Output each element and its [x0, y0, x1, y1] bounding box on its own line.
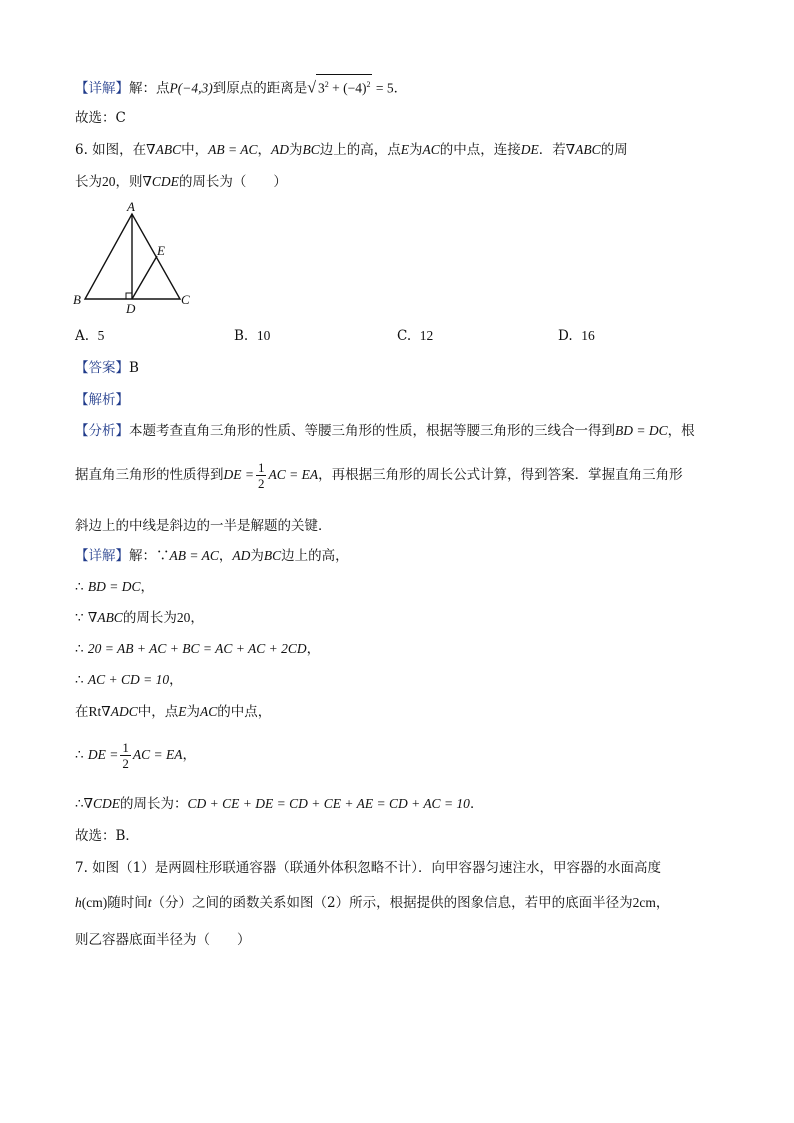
q7-line1: 7. 如图（1）是两圆柱形联通容器（联通外体积忽略不计）．向甲容器匀速注水，甲容器的水面高度	[75, 860, 662, 876]
triangle-figure	[70, 198, 200, 318]
answer-line: 【答案】B	[75, 360, 139, 376]
radicand: $3^2 + (-4)^2$	[316, 74, 372, 99]
q6-stem-line2: 长为20，则∇CDE的周长为（ ）	[75, 174, 287, 190]
option-a[interactable]: A. 5	[75, 328, 105, 344]
analysis-tag: 【解析】	[75, 392, 129, 408]
q7-line2: h(cm)随时间t（分）之间的函数关系如图（2）所示，根据提供的图象信息，若甲的底面半径为2cm，	[75, 895, 670, 911]
prev-detail-line: 【详解】解：点P(−4,3)到原点的距离是√ $3^2 + (-4)^2 = 5$．	[75, 74, 407, 99]
q7-line3: 则乙容器底面半径为（ ）	[75, 932, 251, 948]
detail-tag: 【详解】	[75, 80, 129, 97]
label-b: B	[73, 292, 81, 307]
detail-step1: 【详解】解：∵AB = AC，AD为BC边上的高，	[75, 548, 349, 564]
analysis-line2: 据直角三角形的性质得到DE = $\frac{1}{2}$ AC = EA，再根据三角形的周长公式计算，得到答案．掌握直角三角形	[75, 460, 683, 491]
option-b[interactable]: B. 10	[234, 328, 271, 344]
detail-step5: ∴ AC + CD = 10，	[75, 672, 183, 688]
detail-step4: ∴ 20 = AB + AC + BC = AC + AC + 2CD，	[75, 641, 321, 657]
label-c: C	[181, 292, 190, 307]
label-e: E	[157, 243, 165, 258]
option-c[interactable]: C. 12	[397, 328, 434, 344]
option-d[interactable]: D. 16	[558, 328, 595, 344]
q6-choose: 故选：B．	[75, 828, 139, 844]
detail-step7: ∴ DE = $\frac{1}{2}$ AC = EA，	[75, 740, 196, 771]
detail-step8: ∴∇CDE的周长为：CD + CE + DE = CD + CE + AE = CD + AC = 10．	[75, 796, 484, 812]
label-a: A	[127, 199, 135, 214]
prev-choose: 故选：C	[75, 110, 126, 126]
fraction-half-2: $\frac{1}{2}$	[122, 740, 129, 771]
fraction-half: $\frac{1}{2}$	[257, 460, 265, 491]
detail-step2: ∴ BD = DC，	[75, 579, 154, 595]
analysis-line3: 斜边上的中线是斜边的一半是解题的关键．	[75, 518, 332, 534]
analysis-line1: 【分析】本题考查直角三角形的性质、等腰三角形的性质，根据等腰三角形的三线合一得到BD = DC，根	[75, 423, 695, 439]
answer-value: B	[129, 360, 139, 376]
detail-step3: ∵ ∇ABC的周长为20，	[75, 610, 204, 626]
point-p: P(−4,3)	[169, 80, 213, 96]
detail-step6: 在Rt∇ADC中，点E为AC的中点，	[75, 704, 272, 720]
q6-stem-line1: 6. 如图，在∇ABC中，AB = AC，AD为BC边上的高，点E为AC的中点，连接DE．若∇ABC的周	[75, 142, 628, 158]
label-d: D	[126, 301, 136, 316]
